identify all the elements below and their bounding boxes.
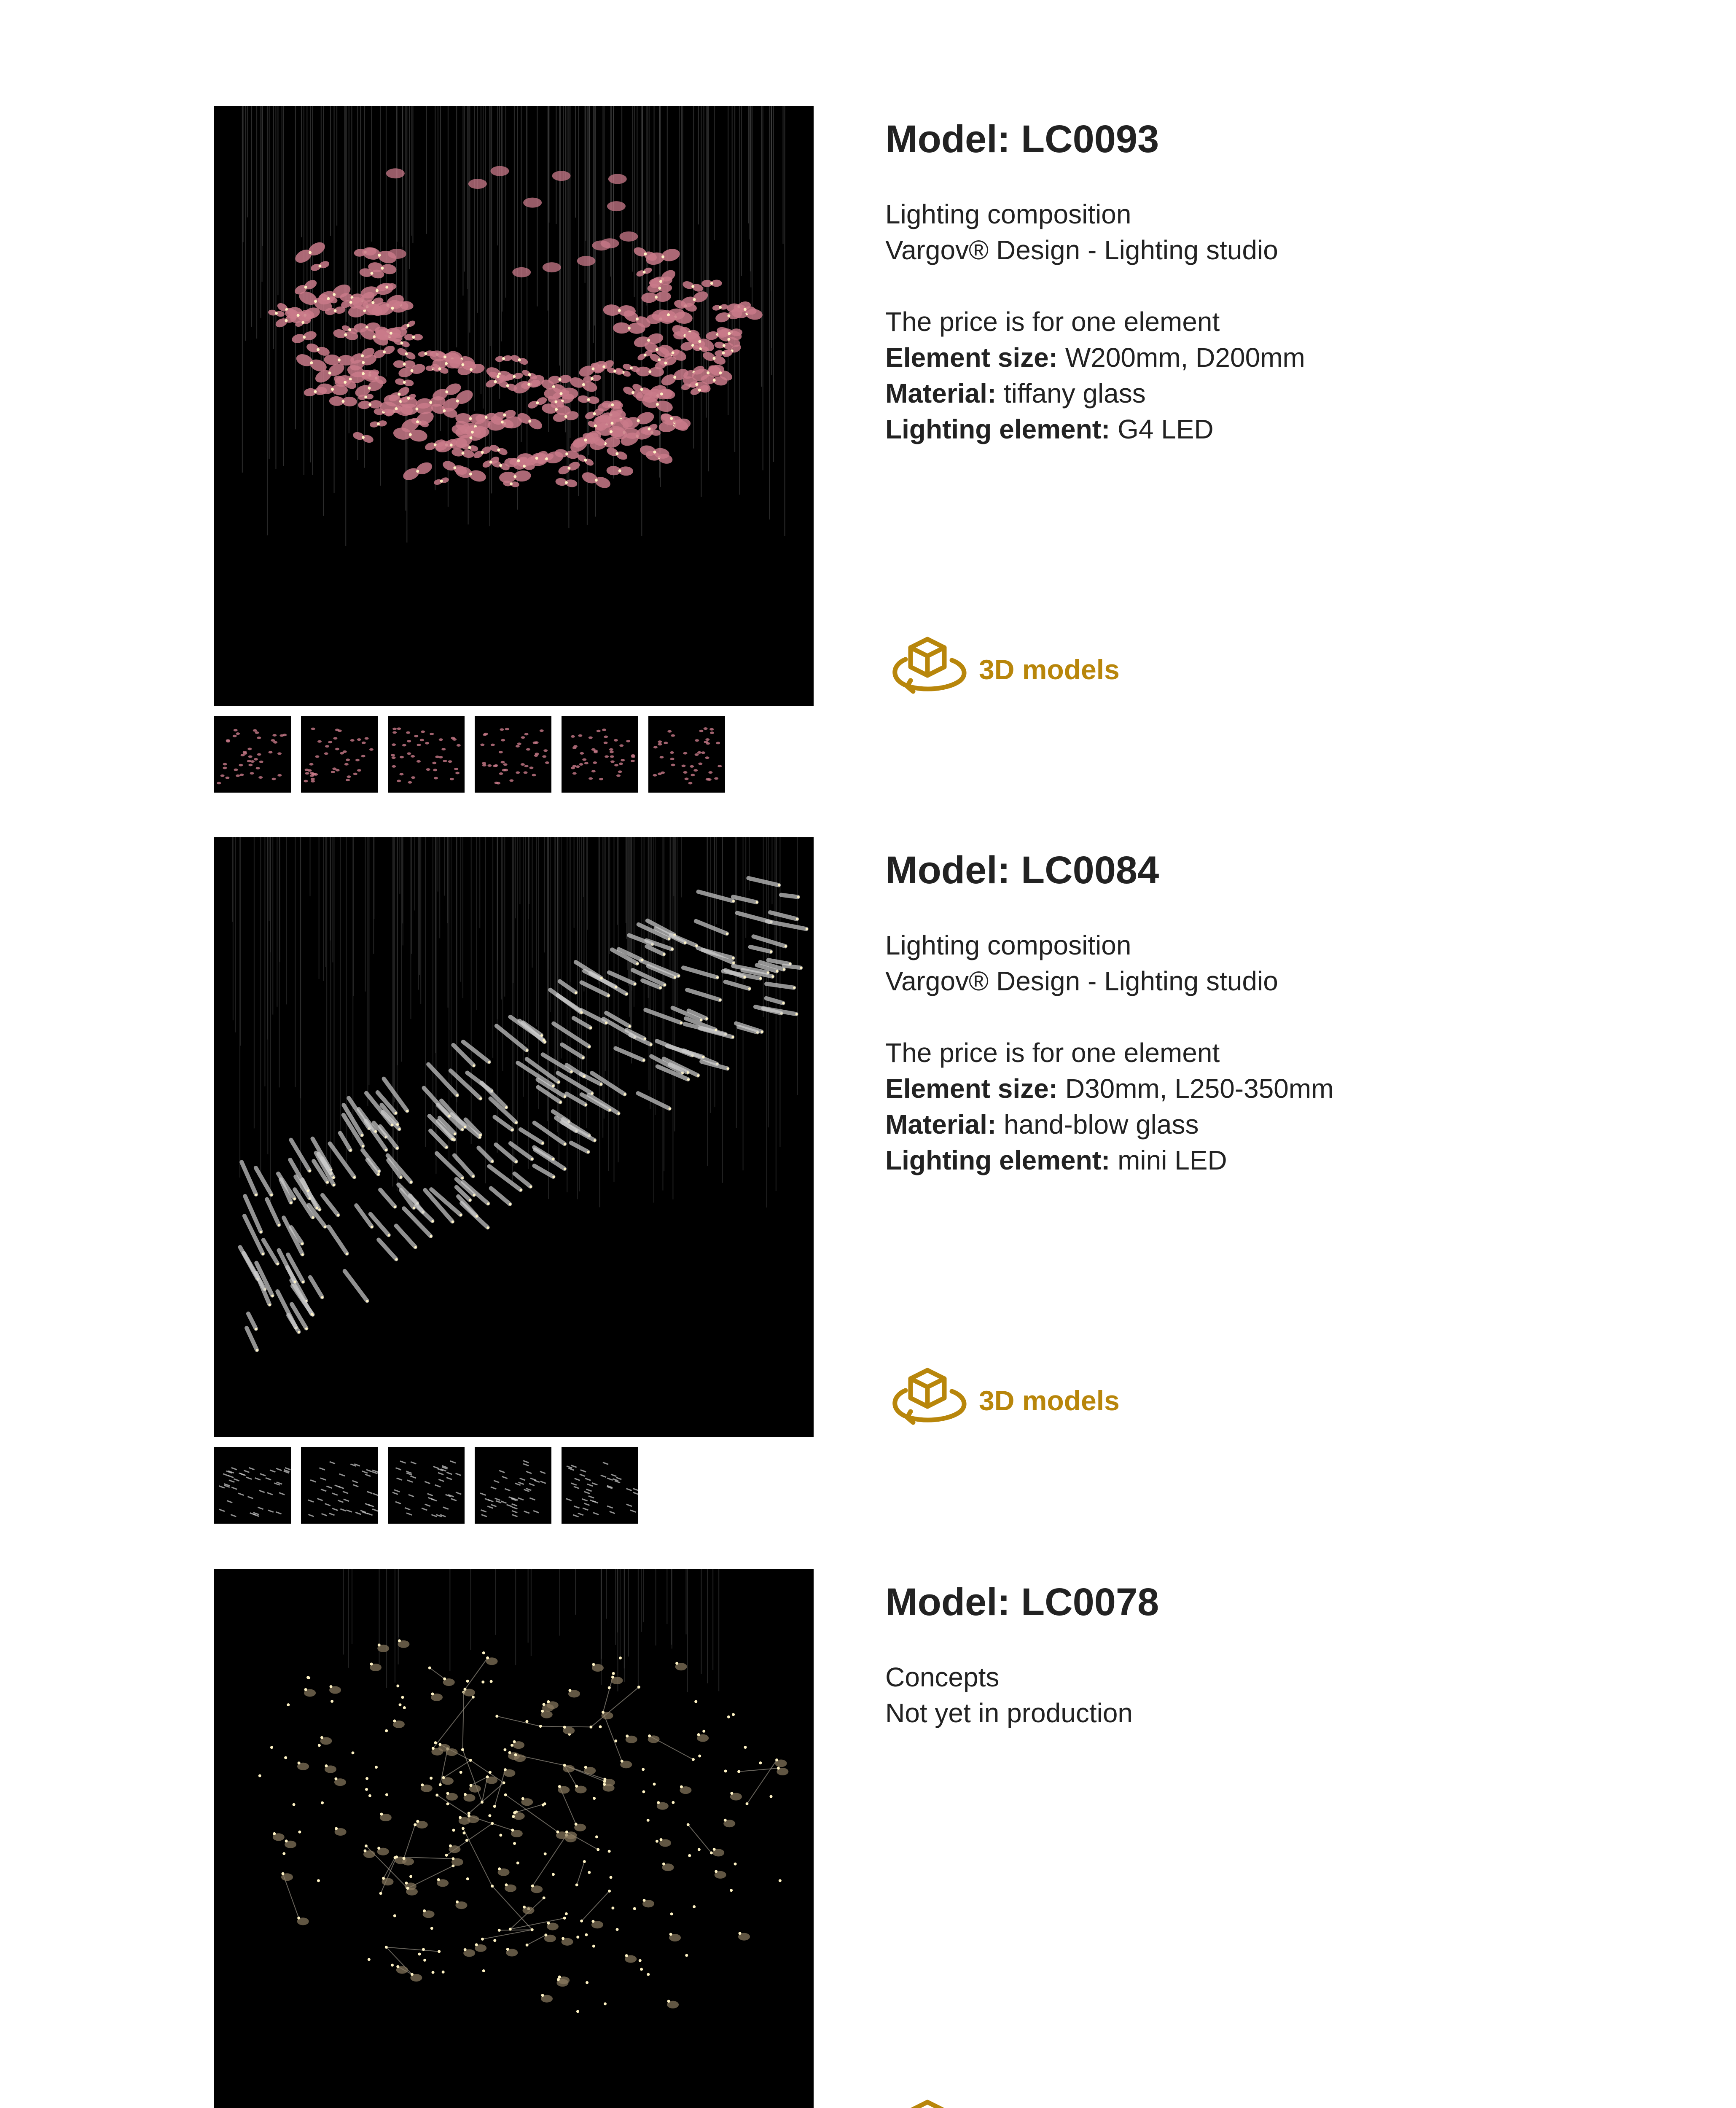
lighting-element-label: Lighting element: bbox=[885, 1145, 1110, 1175]
status-text: Not yet in production bbox=[885, 1698, 1133, 1728]
thumbnail-image[interactable] bbox=[388, 716, 465, 793]
material-row bbox=[885, 376, 1305, 411]
3d-cube-rotate-icon bbox=[885, 1364, 970, 1432]
lighting-element-value: mini LED bbox=[1110, 1145, 1227, 1175]
material-label: Material: bbox=[885, 1109, 997, 1140]
element-size-label: Element size: bbox=[885, 1073, 1058, 1104]
thumbnail-image[interactable] bbox=[475, 1447, 551, 1524]
model-title: Model: LC0078 bbox=[885, 1581, 1159, 1624]
price-note: The price is for one element bbox=[885, 307, 1220, 337]
studio-text: Vargov® Design - Lighting studio bbox=[885, 235, 1278, 265]
product-description bbox=[885, 1659, 1133, 1731]
product-card-lc0093 bbox=[0, 106, 1736, 840]
material-label: Material: bbox=[885, 378, 997, 409]
wire-mesh-composition-image bbox=[214, 1569, 814, 2108]
model-title: Model: LC0084 bbox=[885, 849, 1159, 892]
price-note: The price is for one element bbox=[885, 1038, 1220, 1068]
thumbnail-image[interactable] bbox=[301, 716, 378, 793]
3d-models-link[interactable] bbox=[885, 1364, 1180, 1432]
3d-models-label: 3D models bbox=[979, 654, 1120, 685]
thumbnail-image[interactable] bbox=[648, 716, 725, 793]
element-size-label: Element size: bbox=[885, 342, 1058, 373]
lighting-element-row bbox=[885, 411, 1305, 447]
thumbnail-image[interactable] bbox=[214, 1447, 291, 1524]
product-card-lc0084 bbox=[0, 837, 1736, 1571]
product-main-image[interactable] bbox=[214, 837, 814, 1437]
element-size-value: W200mm, D200mm bbox=[1058, 342, 1305, 373]
thumbnail-image[interactable] bbox=[475, 716, 551, 793]
product-main-image[interactable] bbox=[214, 1569, 814, 2108]
thumbnail-image[interactable] bbox=[562, 1447, 638, 1524]
material-row bbox=[885, 1107, 1334, 1143]
3d-models-link[interactable] bbox=[885, 633, 1180, 701]
material-value: hand-blow glass bbox=[996, 1109, 1199, 1140]
3d-models-label: 3D models bbox=[979, 1385, 1120, 1416]
lighting-element-label: Lighting element: bbox=[885, 414, 1110, 444]
category-text: Concepts bbox=[885, 1662, 1000, 1692]
model-title: Model: LC0093 bbox=[885, 118, 1159, 161]
product-description bbox=[885, 928, 1334, 1178]
thumbnail-image[interactable] bbox=[562, 716, 638, 793]
material-value: tiffany glass bbox=[996, 378, 1146, 409]
product-card-lc0078 bbox=[0, 1569, 1736, 2108]
3d-cube-rotate-icon bbox=[885, 633, 970, 701]
category-text: Lighting composition bbox=[885, 199, 1131, 229]
glass-rods-composition-image bbox=[214, 837, 814, 1437]
thumbnail-image[interactable] bbox=[388, 1447, 465, 1524]
lighting-element-row bbox=[885, 1143, 1334, 1178]
thumbnail-image[interactable] bbox=[301, 1447, 378, 1524]
element-size-row bbox=[885, 340, 1305, 376]
studio-text: Vargov® Design - Lighting studio bbox=[885, 966, 1278, 996]
butterfly-composition-image bbox=[214, 106, 814, 706]
category-text: Lighting composition bbox=[885, 930, 1131, 960]
element-size-row bbox=[885, 1071, 1334, 1107]
product-description bbox=[885, 196, 1305, 447]
3d-models-link[interactable] bbox=[885, 2096, 1180, 2108]
3d-cube-rotate-icon bbox=[885, 2096, 970, 2108]
product-main-image[interactable] bbox=[214, 106, 814, 706]
lighting-element-value: G4 LED bbox=[1110, 414, 1214, 444]
element-size-value: D30mm, L250-350mm bbox=[1058, 1073, 1334, 1104]
thumbnail-image[interactable] bbox=[214, 716, 291, 793]
